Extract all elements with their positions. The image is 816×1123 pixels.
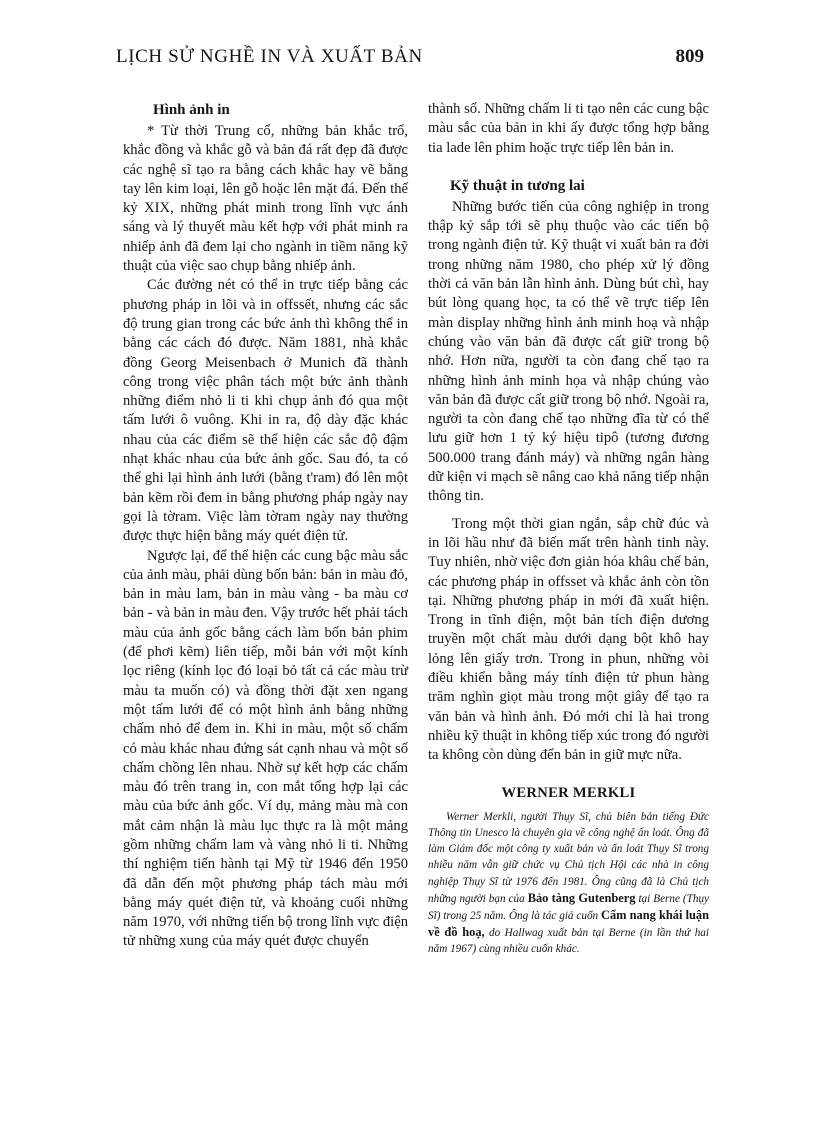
author-name: WERNER MERKLI — [501, 784, 636, 801]
section-heading-future-printing: Kỹ thuật in tương lai — [450, 177, 585, 194]
paragraph-continuation: thành số. Những chấm li ti tạo nên các cung bậc màu sắc của bản in khi ấy được tổng hợp bằng tia lade lên phim hoặc trực tiếp lên bản in. — [428, 101, 709, 156]
paragraph: Trong một thời gian ngắn, sắp chữ đúc và in lõi hầu như đã biến mất trên hành tinh này. Tuy nhiên, nhờ việc đơn giản hóa khâu chế bản, các phương pháp in offsset và khắc ảnh còn tồn tại. Những phương pháp in mới đã xuất hiện. Trong in tĩnh điện, một bản tích điện dương truyền một chất màu dưới dạng bột khô hay lỏng lên giấy trơn. Trong in phun, những vòi điều khiển bằng máy tính điện tử phun hàng trăm nghìn giọt màu trong một giây để tạo ra văn bản và hình ảnh. Đó mới chỉ là hai trong nhiều kỹ thuật in không tiếp xúc trong đó người ta không còn dùng đến bản in giữ mực nữa. — [428, 515, 709, 764]
museum-name: Bảo tàng Gutenberg — [527, 890, 636, 905]
page-number: 809 — [675, 46, 704, 67]
section-heading-printed-images: Hình ảnh in — [153, 102, 230, 118]
paragraph: Những bước tiến của công nghiệp in trong thập kỷ sắp tới sẽ phụ thuộc vào các tiến bộ trong ngành điện tử. Kỹ thuật vi xuất bản ra đời trong những năm 1980, cho phép xử lý đồng thời cả văn bản lẫn hình ảnh. Dùng bút chì, hay bút lòng quang học, ta có thể vẽ trực tiếp lên màn display những hình ảnh minh hoạ và nhập chúng vào văn bản đã được cất giữ trong bộ nhớ. Hơn nữa, người ta còn đang chế tạo ra những hình ảnh minh họa và nhập chúng vào văn bản đã được cất giữ trong bộ nhớ. Ngoài ra, người ta còn đang chế tạo những đĩa từ có thể lưu giữ hơn 1 tỷ ký hiệu tipô (tương đương 500.000 trang đánh máy) và những ngân hàng dữ kiện vi mạch sẽ nâng cao khả năng tiếp nhận thông tin. — [428, 198, 709, 505]
left-column — [123, 100, 408, 952]
running-head — [116, 46, 704, 72]
right-column — [428, 100, 709, 958]
author-bio-text: do Hallwag xuất bản tại Berne (in lần thứ hai năm 1967) cùng nhiều cuốn khác. — [428, 927, 709, 956]
book-title: Cẩm nang khái luận về đồ hoạ, — [428, 908, 710, 940]
author-bio — [428, 809, 709, 958]
author-bio-text: tại Berne (Thụy Sĩ) trong 25 năm. Ông là tác giả cuốn — [428, 892, 710, 923]
running-title: LỊCH SỬ NGHỀ IN VÀ XUẤT BẢN — [116, 46, 423, 67]
author-bio-text: Werner Merkli, người Thụy Sĩ, chủ biên bản tiếng Đức Thông tin Unesco là chuyên gia về công nghệ ấn loát. Ông đã làm Giám đốc một công ty xuất bản và ấn loát Thụy Sĩ trong nhiều năm vẫn giữ chức vụ Chủ tịch Hội các nhà in công nghiệp Thụy Sĩ từ 1976 đến 1981. Ông cũng đã là Chủ tịch những người bạn của — [428, 810, 709, 905]
paragraph: Ngược lại, để thể hiện các cung bậc màu sắc của ảnh màu, phải dùng bốn bản: bản in màu đỏ, bản in màu lam, bản in màu vàng - ba màu cơ bản - và bản in màu đen. Vậy trước hết phải tách màu của ảnh gốc bằng cách làm bốn bản phim (để phơi kẽm) liên tiếp, mỗi bản với một kính lọc riêng (kính lọc đó loại bỏ tất cả các màu trừ màu ta muốn có) và đồng thời đặt xen ngang một tấm lưới để có một hình ảnh bằng những chấm nhỏ để đem in. Khi in màu, một số chấm có màu khác nhau đứng sát cạnh nhau và một số chấm chồng lên nhau. Nhờ sự kết hợp các chấm màu đó trên trang in, con mắt tổng hợp lại các màu của bức ảnh gốc. Ví dụ, mảng màu mà con mắt cảm nhận là màu lục thực ra là một mảng gồm những chấm lam và vàng nhỏ li ti. Những thí nghiệm tiến hành tại Mỹ từ 1946 đến 1950 đã dẫn đến một phương pháp tách màu mới bằng máy quét điện tử, và khoảng cuối những năm 1970, với những tiến bộ trong lĩnh vực điện tử những xung của máy quét được chuyển — [123, 547, 408, 950]
paragraph: * Từ thời Trung cổ, những bản khắc trổ, khắc đồng và khắc gỗ và bản đá rất đẹp đã được các nghệ sĩ tạo ra bằng cách khắc hay vẽ bằng tay lên kim loại, lên gỗ hoặc lên mặt đá. Đến thế kỷ XIX, những phát minh trong lĩnh vực ánh sáng và lý thuyết màu kết hợp với phát minh ra nhiếp ảnh đã đem lại cho ngành in tiềm năng kỹ thuật của việc sao chụp bằng nhiếp ảnh. — [123, 123, 408, 275]
paragraph: Các đường nét có thể in trực tiếp bằng các phương pháp in lõi và in offssết, nhưng các sắc độ trung gian trong các bức ảnh thì không thể in bằng các cách đó được. Năm 1881, nhà khắc đồng Georg Meisenbach ở Munich đã thành công trong việc phân tách một bức ảnh thành những điểm nhỏ li ti khi chụp ảnh đó qua một tấm lưới ô vuông. Khi in ra, độ dày đặc khác nhau của các điểm sẽ thể hiện các sắc độ đậm nhạt khác nhau của bức ảnh gốc. Sau đó, ta có thể ghi lại hình ảnh lưới (bằng t'ram) đó lên một bản kẽm rồi đem in bằng phương pháp ngày nay gọi là tờram. Việc làm tờram ngày nay thường được thực hiện bằng máy quét điện tử. — [123, 277, 408, 545]
